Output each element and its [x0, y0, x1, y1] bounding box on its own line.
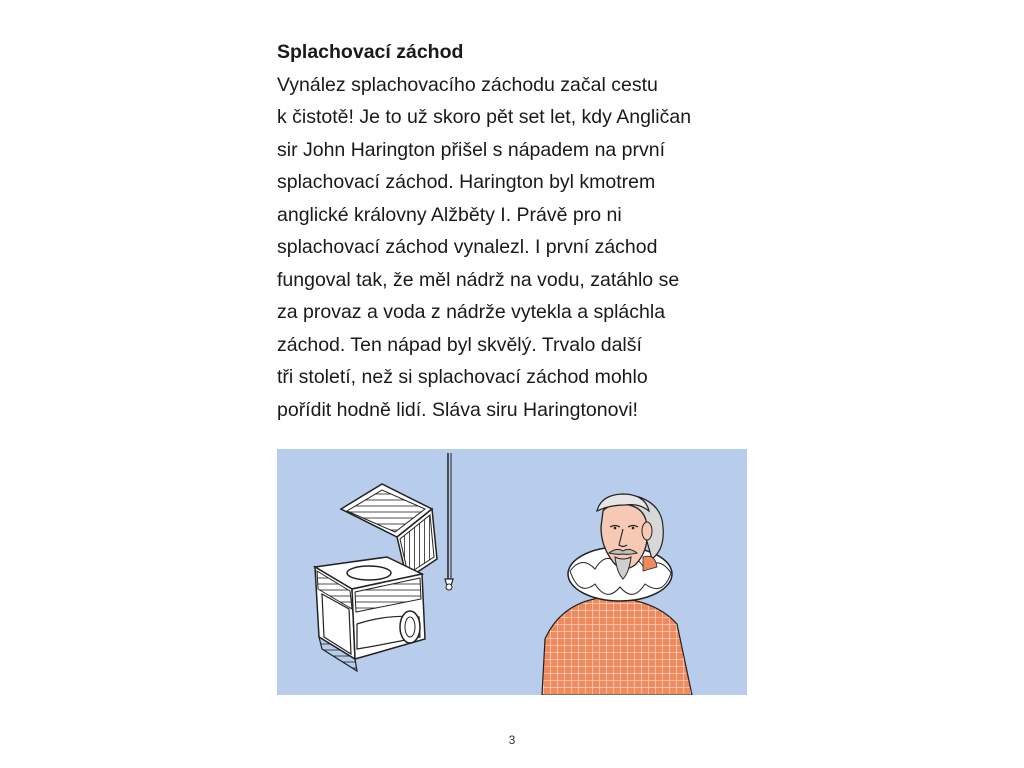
illustration-panel	[277, 449, 747, 695]
illustration-svg	[277, 449, 747, 695]
article-line: anglické královny Alžběty I. Právě pro ni	[277, 203, 622, 226]
article-line: k čistotě! Je to už skoro pět set let, kdy Angličan	[277, 106, 692, 128]
article-text	[277, 36, 757, 426]
article-line: sir John Harington přišel s nápadem na první	[277, 138, 666, 161]
harington-portrait	[542, 494, 692, 695]
article-line: tři století, než si splachovací záchod mohlo	[277, 366, 648, 388]
article-line: fungoval tak, že měl nádrž na vodu, zatáhlo se	[277, 268, 680, 291]
toilet-drawing	[315, 484, 437, 671]
article-line: splachovací záchod. Harington byl kmotrem	[277, 171, 656, 193]
article-line: splachovací záchod vynalezl. I první záchod	[277, 236, 658, 258]
pull-chain-drawing	[445, 453, 453, 590]
article-line: záchod. Ten nápad byl skvělý. Trvalo další	[277, 333, 642, 356]
article-line: za provaz a voda z nádrže vytekla a spláchla	[277, 301, 666, 323]
article-line: Vynález splachovacího záchodu začal cestu	[277, 73, 658, 96]
article-title: Splachovací záchod	[277, 41, 464, 63]
page-number: 3	[508, 733, 516, 747]
article-line: pořídit hodně lidí. Sláva siru Haringtonovi!	[277, 398, 638, 421]
